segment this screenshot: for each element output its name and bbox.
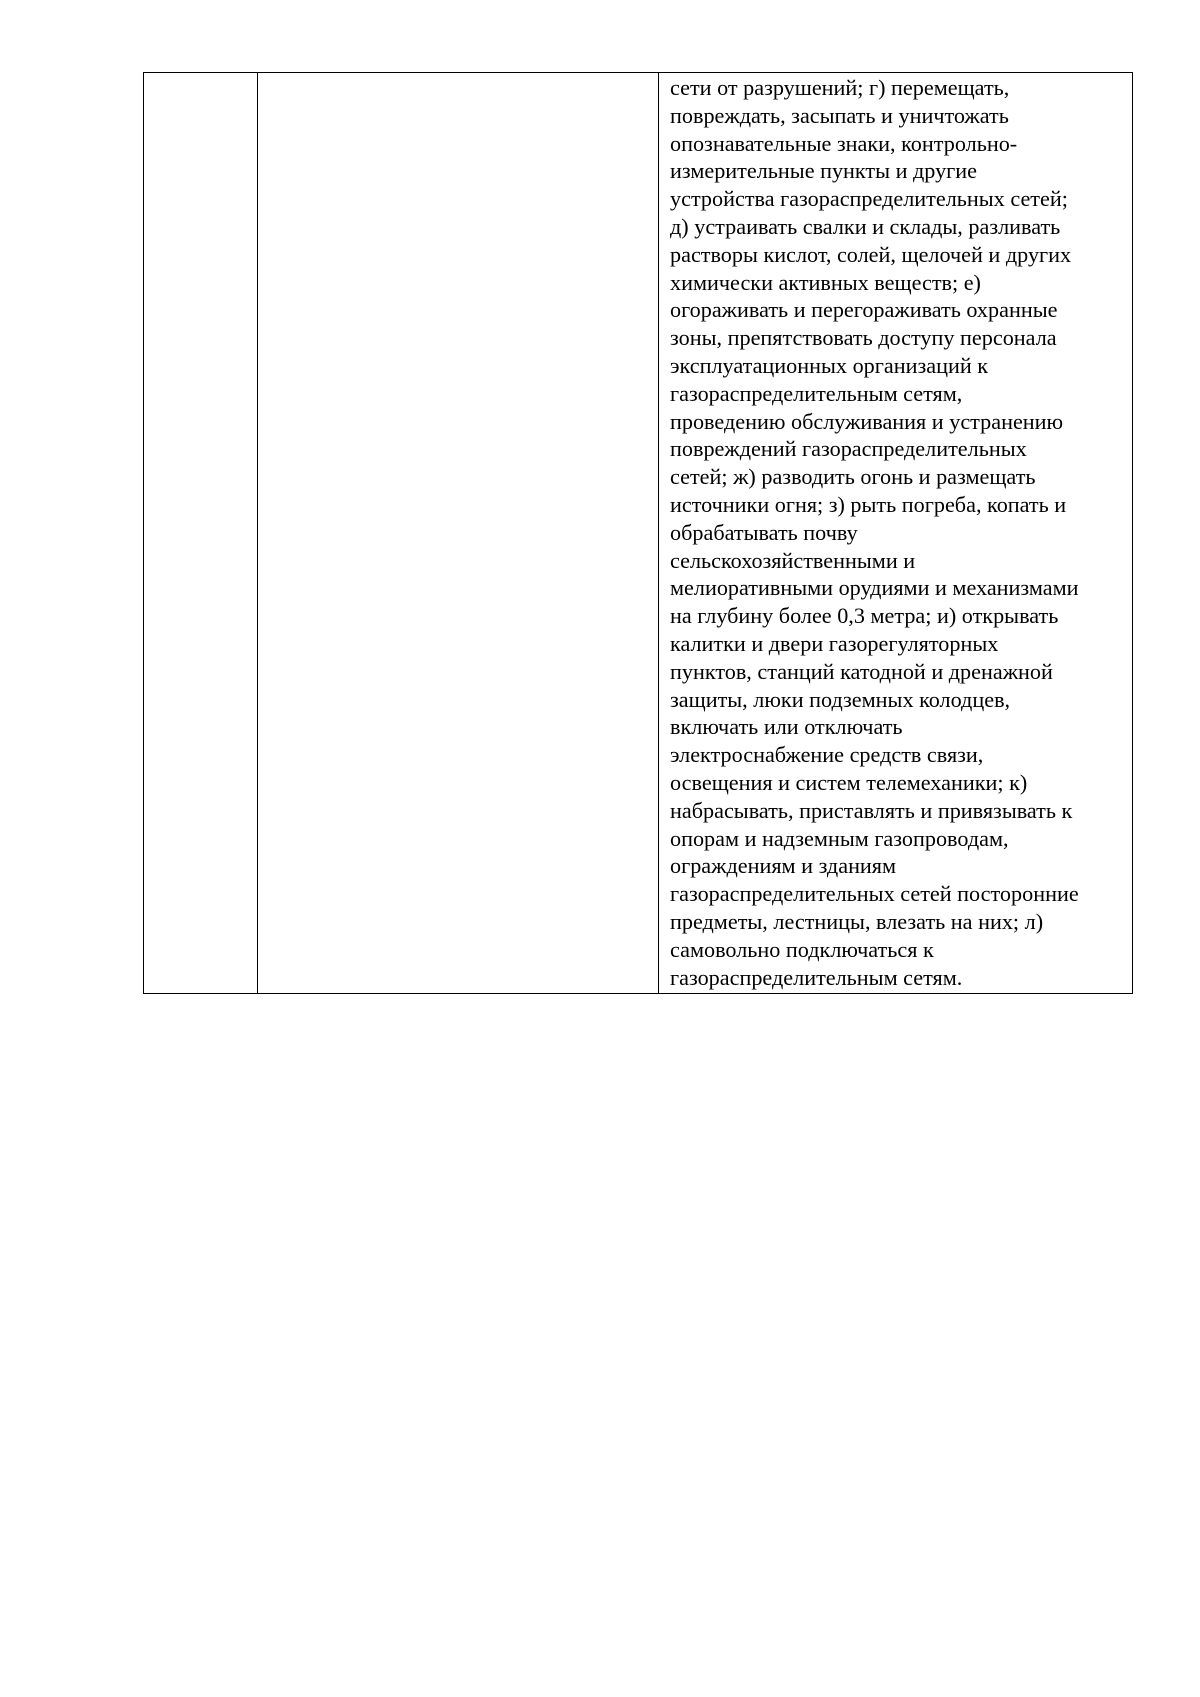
text-line: защиты, люки подземных колодцев,: [670, 686, 1011, 712]
text-line: эксплуатационных организаций к: [670, 352, 989, 378]
text-line: газораспределительных сетей посторонние: [670, 881, 1079, 907]
text-line: набрасывать, приставлять и привязывать к: [670, 797, 1073, 823]
text-line: опознавательные знаки, контрольно-: [670, 130, 1018, 156]
text-line: включать или отключать: [670, 714, 903, 740]
text-line: химически активных веществ; е): [670, 269, 981, 295]
text-line: ограждениям и зданиям: [670, 853, 897, 879]
text-line: повреждений газораспределительных: [670, 436, 1027, 462]
text-line: растворы кислот, солей, щелочей и других: [670, 241, 1072, 267]
text-line: опорам и надземным газопроводам,: [670, 825, 1009, 851]
text-line: источники огня; з) рыть погреба, копать и: [670, 491, 1067, 517]
text-line: измерительные пункты и другие: [670, 158, 977, 184]
cell-title-text: [258, 73, 658, 76]
text-line: д) устраивать свалки и склады, разливать: [670, 213, 1061, 239]
document-table: [143, 72, 1133, 994]
text-line: предметы, лестницы, влезать на них; л): [670, 908, 1044, 934]
text-line: устройства газораспределительных сетей;: [670, 186, 1068, 212]
text-line: на глубину более 0,3 метра; и) открывать: [670, 603, 1059, 629]
text-line: освещения и систем телемеханики; к): [670, 769, 1028, 795]
text-line: газораспределительным сетям.: [670, 964, 963, 990]
text-line: сетей; ж) разводить огонь и размещать: [670, 464, 1036, 490]
text-line: самовольно подключаться к: [670, 936, 934, 962]
text-line: сельскохозяйственными и: [670, 547, 916, 573]
text-line: мелиоративными орудиями и механизмами: [670, 575, 1079, 601]
cell-number-text: [144, 73, 257, 76]
table-cell-number: [144, 73, 258, 994]
text-line: проведению обслуживания и устранению: [670, 408, 1064, 434]
text-line: сети от разрушений; г) перемещать,: [670, 75, 1010, 100]
text-line: повреждать, засыпать и уничтожать: [670, 102, 1009, 128]
text-line: электроснабжение средств связи,: [670, 742, 984, 768]
table-cell-description: [659, 73, 1133, 994]
text-line: огораживать и перегораживать охранные: [670, 297, 1058, 323]
text-line: обрабатывать почву: [670, 519, 858, 545]
cell-description-text: [659, 73, 1132, 993]
table-row: [144, 73, 1133, 994]
text-line: газораспределительным сетям,: [670, 380, 963, 406]
table-cell-title: [258, 73, 659, 994]
text-line: зоны, препятствовать доступу персонала: [670, 325, 1057, 351]
text-line: пунктов, станций катодной и дренажной: [670, 658, 1053, 684]
text-line: калитки и двери газорегуляторных: [670, 630, 999, 656]
